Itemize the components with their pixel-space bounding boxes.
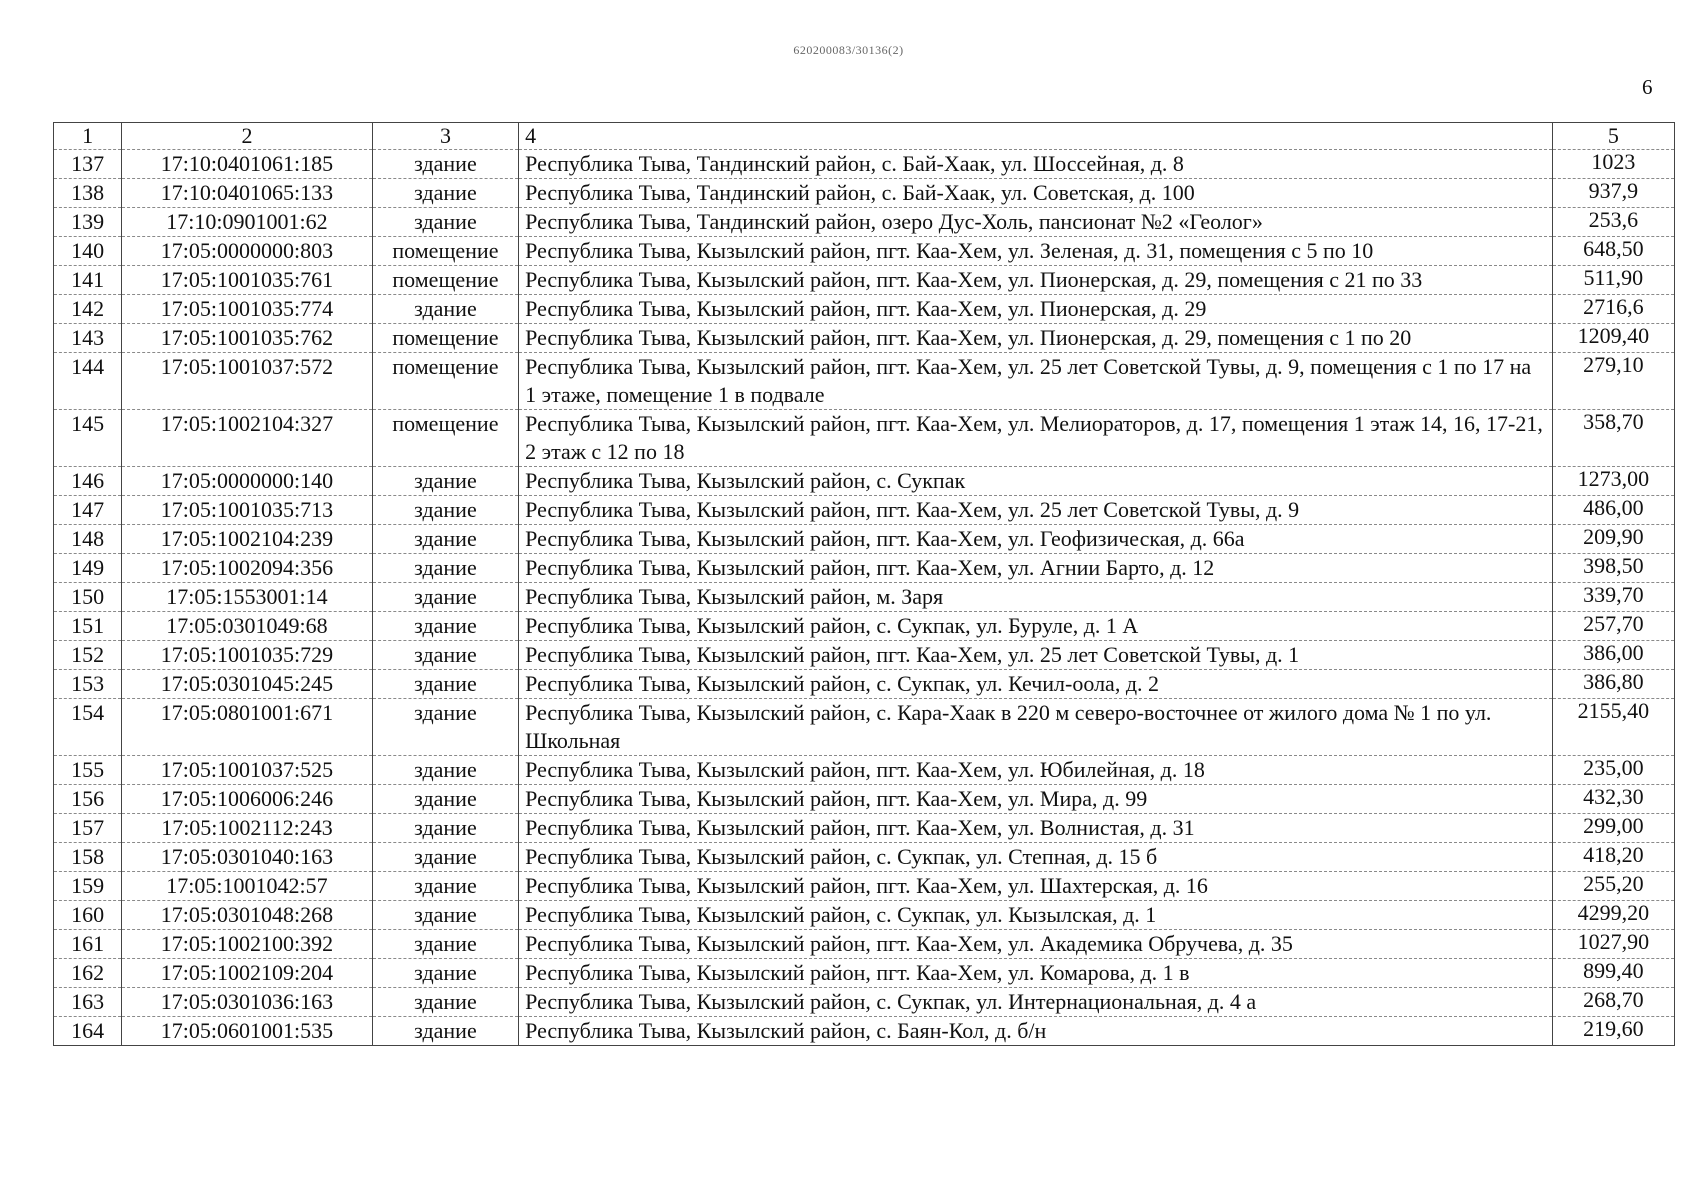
object-address: Республика Тыва, Кызылский район, с. Сукпак, ул. Степная, д. 15 б	[519, 843, 1553, 872]
object-address: Республика Тыва, Тандинский район, с. Бай-Хаак, ул. Советская, д. 100	[519, 179, 1553, 208]
cadastral-number: 17:05:0801001:671	[122, 699, 373, 756]
cadastral-number: 17:05:1001035:729	[122, 641, 373, 670]
object-address: Республика Тыва, Кызылский район, с. Кара-Хаак в 220 м северо-восточнее от жилого дома № 1 по ул. Школьная	[519, 699, 1553, 756]
object-area: 486,00	[1552, 496, 1674, 525]
table-row	[54, 612, 1675, 641]
row-number: 153	[54, 670, 122, 699]
object-type: здание	[372, 295, 518, 324]
table-row	[54, 930, 1675, 959]
object-type: здание	[372, 641, 518, 670]
object-address: Республика Тыва, Кызылский район, пгт. Каа-Хем, ул. Юбилейная, д. 18	[519, 756, 1553, 785]
object-type: здание	[372, 930, 518, 959]
object-address: Республика Тыва, Тандинский район, с. Бай-Хаак, ул. Шоссейная, д. 8	[519, 150, 1553, 179]
object-type: здание	[372, 670, 518, 699]
object-type: здание	[372, 814, 518, 843]
cadastral-number: 17:05:1002109:204	[122, 959, 373, 988]
object-area: 235,00	[1552, 756, 1674, 785]
cadastral-number: 17:05:1001035:761	[122, 266, 373, 295]
table-row	[54, 670, 1675, 699]
table-row	[54, 266, 1675, 295]
row-number: 145	[54, 410, 122, 467]
cadastral-number: 17:05:1001035:762	[122, 324, 373, 353]
cadastral-number: 17:05:1002112:243	[122, 814, 373, 843]
column-header-3: 3	[372, 123, 518, 150]
row-number: 138	[54, 179, 122, 208]
object-address: Республика Тыва, Кызылский район, с. Сукпак	[519, 467, 1553, 496]
row-number: 150	[54, 583, 122, 612]
row-number: 141	[54, 266, 122, 295]
column-header-1: 1	[54, 123, 122, 150]
row-number: 152	[54, 641, 122, 670]
object-area: 257,70	[1552, 612, 1674, 641]
table-row	[54, 583, 1675, 612]
cadastral-number: 17:05:1002104:327	[122, 410, 373, 467]
table-row	[54, 959, 1675, 988]
row-number: 155	[54, 756, 122, 785]
table-row	[54, 467, 1675, 496]
table-row	[54, 324, 1675, 353]
object-area: 1273,00	[1552, 467, 1674, 496]
object-type: здание	[372, 872, 518, 901]
object-address: Республика Тыва, Кызылский район, пгт. Каа-Хем, ул. Мелиораторов, д. 17, помещения 1 этаж 14, 16, 17-21, 2 этаж с 12 по 18	[519, 410, 1553, 467]
object-type: здание	[372, 699, 518, 756]
object-area: 2716,6	[1552, 295, 1674, 324]
object-address: Республика Тыва, Кызылский район, с. Сукпак, ул. Кечил-оола, д. 2	[519, 670, 1553, 699]
table-row	[54, 814, 1675, 843]
table-row	[54, 295, 1675, 324]
object-area: 386,80	[1552, 670, 1674, 699]
object-type: здание	[372, 1017, 518, 1046]
table-row	[54, 699, 1675, 756]
row-number: 162	[54, 959, 122, 988]
object-area: 1209,40	[1552, 324, 1674, 353]
table-row	[54, 872, 1675, 901]
object-area: 358,70	[1552, 410, 1674, 467]
object-type: помещение	[372, 324, 518, 353]
object-address: Республика Тыва, Кызылский район, пгт. Каа-Хем, ул. 25 лет Советской Тувы, д. 9, помещения с 1 по 17 на 1 этаже, помещение 1 в подвале	[519, 353, 1553, 410]
object-type: здание	[372, 150, 518, 179]
row-number: 154	[54, 699, 122, 756]
row-number: 139	[54, 208, 122, 237]
table-row	[54, 496, 1675, 525]
object-address: Республика Тыва, Кызылский район, пгт. Каа-Хем, ул. Академика Обручева, д. 35	[519, 930, 1553, 959]
row-number: 164	[54, 1017, 122, 1046]
table-row	[54, 901, 1675, 930]
object-address: Республика Тыва, Кызылский район, пгт. Каа-Хем, ул. Пионерская, д. 29, помещения с 21 по 33	[519, 266, 1553, 295]
object-area: 899,40	[1552, 959, 1674, 988]
object-area: 2155,40	[1552, 699, 1674, 756]
object-address: Республика Тыва, Кызылский район, пгт. Каа-Хем, ул. Геофизическая, д. 66а	[519, 525, 1553, 554]
object-area: 511,90	[1552, 266, 1674, 295]
object-area: 937,9	[1552, 179, 1674, 208]
row-number: 159	[54, 872, 122, 901]
cadastral-number: 17:05:1001037:572	[122, 353, 373, 410]
object-area: 339,70	[1552, 583, 1674, 612]
table-row	[54, 150, 1675, 179]
object-area: 219,60	[1552, 1017, 1674, 1046]
object-address: Республика Тыва, Кызылский район, с. Сукпак, ул. Кызылская, д. 1	[519, 901, 1553, 930]
object-address: Республика Тыва, Кызылский район, м. Заря	[519, 583, 1553, 612]
cadastral-number: 17:05:0301045:245	[122, 670, 373, 699]
row-number: 144	[54, 353, 122, 410]
object-type: помещение	[372, 353, 518, 410]
table-header	[54, 123, 1675, 150]
row-number: 147	[54, 496, 122, 525]
object-area: 432,30	[1552, 785, 1674, 814]
row-number: 140	[54, 237, 122, 266]
cadastral-number: 17:05:1002100:392	[122, 930, 373, 959]
object-address: Республика Тыва, Кызылский район, пгт. Каа-Хем, ул. Зеленая, д. 31, помещения с 5 по 10	[519, 237, 1553, 266]
column-header-5: 5	[1552, 123, 1674, 150]
cadastral-number: 17:05:1001037:525	[122, 756, 373, 785]
object-address: Республика Тыва, Кызылский район, пгт. Каа-Хем, ул. Мира, д. 99	[519, 785, 1553, 814]
document-id: 620200083/30136(2)	[793, 43, 904, 57]
row-number: 156	[54, 785, 122, 814]
row-number: 146	[54, 467, 122, 496]
object-area: 279,10	[1552, 353, 1674, 410]
table-row	[54, 410, 1675, 467]
cadastral-number: 17:05:0601001:535	[122, 1017, 373, 1046]
object-address: Республика Тыва, Кызылский район, пгт. Каа-Хем, ул. Волнистая, д. 31	[519, 814, 1553, 843]
cadastral-number: 17:05:1002104:239	[122, 525, 373, 554]
object-address: Республика Тыва, Кызылский район, пгт. Каа-Хем, ул. Агнии Барто, д. 12	[519, 554, 1553, 583]
object-area: 253,6	[1552, 208, 1674, 237]
object-type: здание	[372, 756, 518, 785]
object-type: помещение	[372, 410, 518, 467]
object-address: Республика Тыва, Кызылский район, с. Сукпак, ул. Интернациональная, д. 4 а	[519, 988, 1553, 1017]
row-number: 149	[54, 554, 122, 583]
cadastral-number: 17:05:1002094:356	[122, 554, 373, 583]
property-table	[53, 122, 1675, 1046]
object-type: здание	[372, 901, 518, 930]
row-number: 142	[54, 295, 122, 324]
object-type: здание	[372, 554, 518, 583]
cadastral-number: 17:05:1001035:774	[122, 295, 373, 324]
column-header-2: 2	[122, 123, 373, 150]
row-number: 137	[54, 150, 122, 179]
object-type: здание	[372, 208, 518, 237]
object-address: Республика Тыва, Тандинский район, озеро Дус-Холь, пансионат №2 «Геолог»	[519, 208, 1553, 237]
object-address: Республика Тыва, Кызылский район, пгт. Каа-Хем, ул. 25 лет Советской Тувы, д. 9	[519, 496, 1553, 525]
table-row	[54, 525, 1675, 554]
cadastral-number: 17:05:1001035:713	[122, 496, 373, 525]
table-body	[54, 150, 1675, 1046]
cadastral-number: 17:05:0301048:268	[122, 901, 373, 930]
cadastral-number: 17:10:0401065:133	[122, 179, 373, 208]
table-row	[54, 208, 1675, 237]
object-area: 1027,90	[1552, 930, 1674, 959]
object-type: здание	[372, 583, 518, 612]
table-row	[54, 554, 1675, 583]
object-address: Республика Тыва, Кызылский район, с. Баян-Кол, д. б/н	[519, 1017, 1553, 1046]
page-number: 6	[1642, 75, 1653, 99]
object-area: 299,00	[1552, 814, 1674, 843]
object-area: 4299,20	[1552, 901, 1674, 930]
row-number: 161	[54, 930, 122, 959]
object-area: 1023	[1552, 150, 1674, 179]
object-address: Республика Тыва, Кызылский район, пгт. Каа-Хем, ул. 25 лет Советской Тувы, д. 1	[519, 641, 1553, 670]
object-area: 268,70	[1552, 988, 1674, 1017]
table-row	[54, 785, 1675, 814]
object-type: здание	[372, 612, 518, 641]
cadastral-number: 17:10:0901001:62	[122, 208, 373, 237]
object-type: здание	[372, 525, 518, 554]
row-number: 157	[54, 814, 122, 843]
object-area: 209,90	[1552, 525, 1674, 554]
object-type: здание	[372, 496, 518, 525]
table-row	[54, 1017, 1675, 1046]
object-area: 418,20	[1552, 843, 1674, 872]
object-type: здание	[372, 988, 518, 1017]
cadastral-number: 17:10:0401061:185	[122, 150, 373, 179]
object-address: Республика Тыва, Кызылский район, пгт. Каа-Хем, ул. Шахтерская, д. 16	[519, 872, 1553, 901]
cadastral-number: 17:05:0000000:803	[122, 237, 373, 266]
table-row	[54, 756, 1675, 785]
cadastral-number: 17:05:1006006:246	[122, 785, 373, 814]
table-row	[54, 353, 1675, 410]
row-number: 160	[54, 901, 122, 930]
object-area: 386,00	[1552, 641, 1674, 670]
row-number: 151	[54, 612, 122, 641]
object-area: 255,20	[1552, 872, 1674, 901]
object-address: Республика Тыва, Кызылский район, с. Сукпак, ул. Буруле, д. 1 А	[519, 612, 1553, 641]
cadastral-number: 17:05:1001042:57	[122, 872, 373, 901]
object-type: помещение	[372, 237, 518, 266]
object-type: помещение	[372, 266, 518, 295]
cadastral-number: 17:05:0000000:140	[122, 467, 373, 496]
cadastral-number: 17:05:0301036:163	[122, 988, 373, 1017]
row-number: 143	[54, 324, 122, 353]
row-number: 163	[54, 988, 122, 1017]
column-header-4: 4	[519, 123, 1553, 150]
cadastral-number: 17:05:0301040:163	[122, 843, 373, 872]
object-address: Республика Тыва, Кызылский район, пгт. Каа-Хем, ул. Пионерская, д. 29	[519, 295, 1553, 324]
table-row	[54, 843, 1675, 872]
row-number: 148	[54, 525, 122, 554]
object-type: здание	[372, 467, 518, 496]
object-type: здание	[372, 959, 518, 988]
table-row	[54, 237, 1675, 266]
object-address: Республика Тыва, Кызылский район, пгт. Каа-Хем, ул. Комарова, д. 1 в	[519, 959, 1553, 988]
table-row	[54, 641, 1675, 670]
header-row	[54, 123, 1675, 150]
object-type: здание	[372, 843, 518, 872]
row-number: 158	[54, 843, 122, 872]
cadastral-number: 17:05:0301049:68	[122, 612, 373, 641]
cadastral-number: 17:05:1553001:14	[122, 583, 373, 612]
object-area: 648,50	[1552, 237, 1674, 266]
object-type: здание	[372, 785, 518, 814]
object-type: здание	[372, 179, 518, 208]
object-address: Республика Тыва, Кызылский район, пгт. Каа-Хем, ул. Пионерская, д. 29, помещения с 1 по 20	[519, 324, 1553, 353]
object-area: 398,50	[1552, 554, 1674, 583]
table-row	[54, 179, 1675, 208]
table-row	[54, 988, 1675, 1017]
